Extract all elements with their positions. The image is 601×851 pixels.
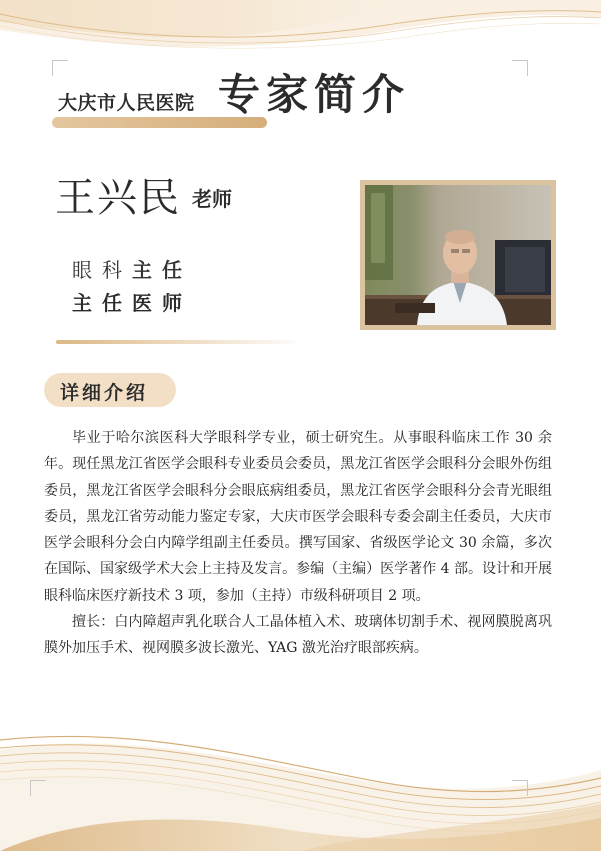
doctor-portrait-photo [365, 185, 551, 325]
doctor-department: 眼科 [72, 258, 132, 282]
corner-mark-bottom-right [512, 780, 528, 796]
gold-wave-bottom-decoration [0, 720, 601, 851]
doctor-department-line [72, 254, 192, 283]
doctor-position: 主任 [132, 258, 192, 282]
gold-wave-top-decoration [0, 0, 601, 60]
corner-mark-top-right [512, 60, 528, 76]
bio-paragraph-career: 毕业于哈尔滨医科大学眼科学专业，硕士研究生。从事眼科临床工作 30 余年。现任黑龙江省医学会眼科专业委员会委员，黑龙江省医学会眼科分会眼外伤组委员，黑龙江省医学会眼科分会眼底病组委员，黑龙江省医学会眼科分会青光眼组委员，黑龙江省劳动能力鉴定专家，大庆市医学会眼科专委会副主任委员，大庆市医学会眼科分会白内障学组副主任委员。撰写国家、省级医学论文 30 余篇，多次在国际、国家级学术大会上主持及发言。参编（主编）医学著作 4 部。设计和开展眼科临床医疗新技术 3 项，参加（主持）市级科研项目 2 项。 [44, 430, 552, 604]
hospital-name: 大庆市人民医院 [58, 92, 195, 114]
doctor-name: 王兴民 [55, 175, 181, 221]
bio-text [44, 425, 552, 662]
section-heading: 详细介绍 [60, 382, 149, 404]
page-title: 专家简介 [218, 70, 411, 119]
photo-frame [360, 180, 556, 330]
doctor-rank: 主任医师 [72, 291, 192, 315]
corner-mark-top-left [52, 60, 68, 76]
bio-paragraph-specialty: 擅长：白内障超声乳化联合人工晶体植入术、玻璃体切割手术、视网膜脱离巩膜外加压手术、视网膜多波长激光、YAG 激光治疗眼部疾病。 [44, 614, 552, 657]
section-divider [56, 340, 296, 344]
corner-mark-bottom-left [30, 780, 46, 796]
doctor-honorific: 老师 [192, 187, 232, 211]
